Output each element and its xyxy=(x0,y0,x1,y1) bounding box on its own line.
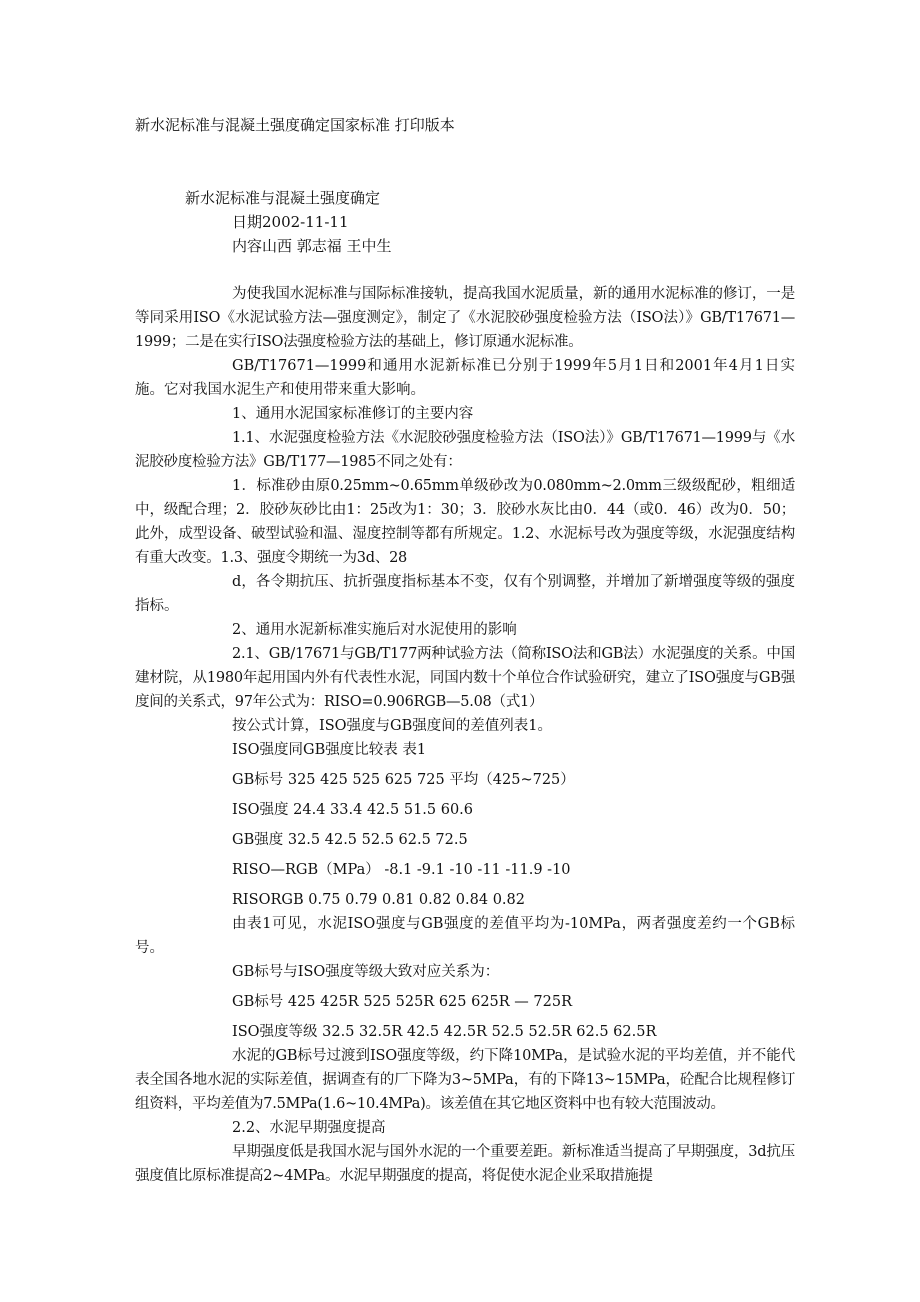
section-heading: 2.2、水泥早期强度提高 xyxy=(232,1120,386,1136)
paragraph: 2.1、GB/17671与GB/T177两种试验方法（简称ISO法和GB法）水泥强度的关系。中国建材院，从1980年起用国内外有代表性水泥，同国内数十个单位合作试验研究，建立了ISO强度与GB强度间的关系式，97年公式为：RISO=0.906RGB—5.08（式1） xyxy=(135,646,795,710)
paragraph: 水泥的GB标号过渡到ISO强度等级，约下降10MPa，是试验水泥的平均差值，并不能代表全国各地水泥的实际差值，据调查有的厂下降为3~5MPa，有的下降13~15MPa，砼配合比规程修订组资料，平均差值为7.5MPa(1.6~10.4MPa)。该差值在其它地区资料中也有较大范围波动。 xyxy=(135,1048,795,1112)
table-caption: ISO强度同GB强度比较表 表1 xyxy=(232,742,427,758)
table-row: ISO强度 24.4 33.4 42.5 51.5 60.6 xyxy=(232,802,474,818)
paragraph: 早期强度低是我国水泥与国外水泥的一个重要差距。新标准适当提高了早期强度，3d抗压强度值比原标准提高2~4MPa。水泥早期强度的提高，将促使水泥企业采取措施提 xyxy=(135,1144,795,1184)
table-row: GB标号 325 425 525 625 725 平均（425~725） xyxy=(232,772,575,788)
table-row: RISO—RGB（MPa） -8.1 -9.1 -10 -11 -11.9 -10 xyxy=(232,862,571,878)
paragraph: 为使我国水泥标准与国际标准接轨，提高我国水泥质量，新的通用水泥标准的修订，一是等同采用ISO《水泥试验方法—强度测定》，制定了《水泥胶砂强度检验方法（ISO法）》GB/T17671—1999；二是在实行ISO法强度检验方法的基础上，修订原通水泥标准。 xyxy=(135,286,795,350)
article-title: 新水泥标准与混凝土强度确定 xyxy=(185,189,381,207)
article-date: 日期2002-11-11 xyxy=(232,213,349,231)
paragraph: 按公式计算，ISO强度与GB强度间的差值列表1。 xyxy=(232,718,553,734)
paragraph: d，各令期抗压、抗折强度指标基本不变，仅有个别调整，并增加了新增强度等级的强度指标。 xyxy=(135,574,795,614)
paragraph: GB标号与ISO强度等级大致对应关系为： xyxy=(232,964,500,980)
paragraph: GB/T17671—1999和通用水泥新标准已分别于1999年5月1日和2001年4月1日实施。它对我国水泥生产和使用带来重大影响。 xyxy=(135,358,795,398)
table-row: GB强度 32.5 42.5 52.5 62.5 72.5 xyxy=(232,832,468,848)
table-row: ISO强度等级 32.5 32.5R 42.5 42.5R 52.5 52.5R 62.5 62.5R xyxy=(232,1024,657,1040)
table-row: RISORGB 0.75 0.79 0.81 0.82 0.84 0.82 xyxy=(232,892,525,908)
print-header: 新水泥标准与混凝土强度确定国家标准 打印版本 xyxy=(135,116,455,134)
paragraph: 由表1可见，水泥ISO强度与GB强度的差值平均为-10MPa，两者强度差约一个GB标号。 xyxy=(135,916,795,956)
article-body xyxy=(135,282,795,1188)
article-author: 内容山西 郭志福 王中生 xyxy=(232,237,392,255)
paragraph: 1．标准砂由原0.25mm~0.65mm单级砂改为0.080mm~2.0mm三级级配砂，粗细适中，级配合理；2．胶砂灰砂比由1：25改为1：30；3．胶砂水灰比由0．44（或0．46）改为0．50；此外，成型设备、破型试验和温、湿度控制等都有所规定。1.2、水泥标号改为强度等级，水泥强度结构有重大改变。1.3、强度令期统一为3d、28 xyxy=(135,478,795,566)
section-heading: 1、通用水泥国家标准修订的主要内容 xyxy=(232,406,474,422)
section-heading: 2、通用水泥新标准实施后对水泥使用的影响 xyxy=(232,622,517,638)
paragraph: 1.1、水泥强度检验方法《水泥胶砂强度检验方法（ISO法）》GB/T17671—1999与《水泥胶砂度检验方法》GB/T177—1985不同之处有： xyxy=(135,430,795,470)
table-row: GB标号 425 425R 525 525R 625 625R — 725R xyxy=(232,994,573,1010)
